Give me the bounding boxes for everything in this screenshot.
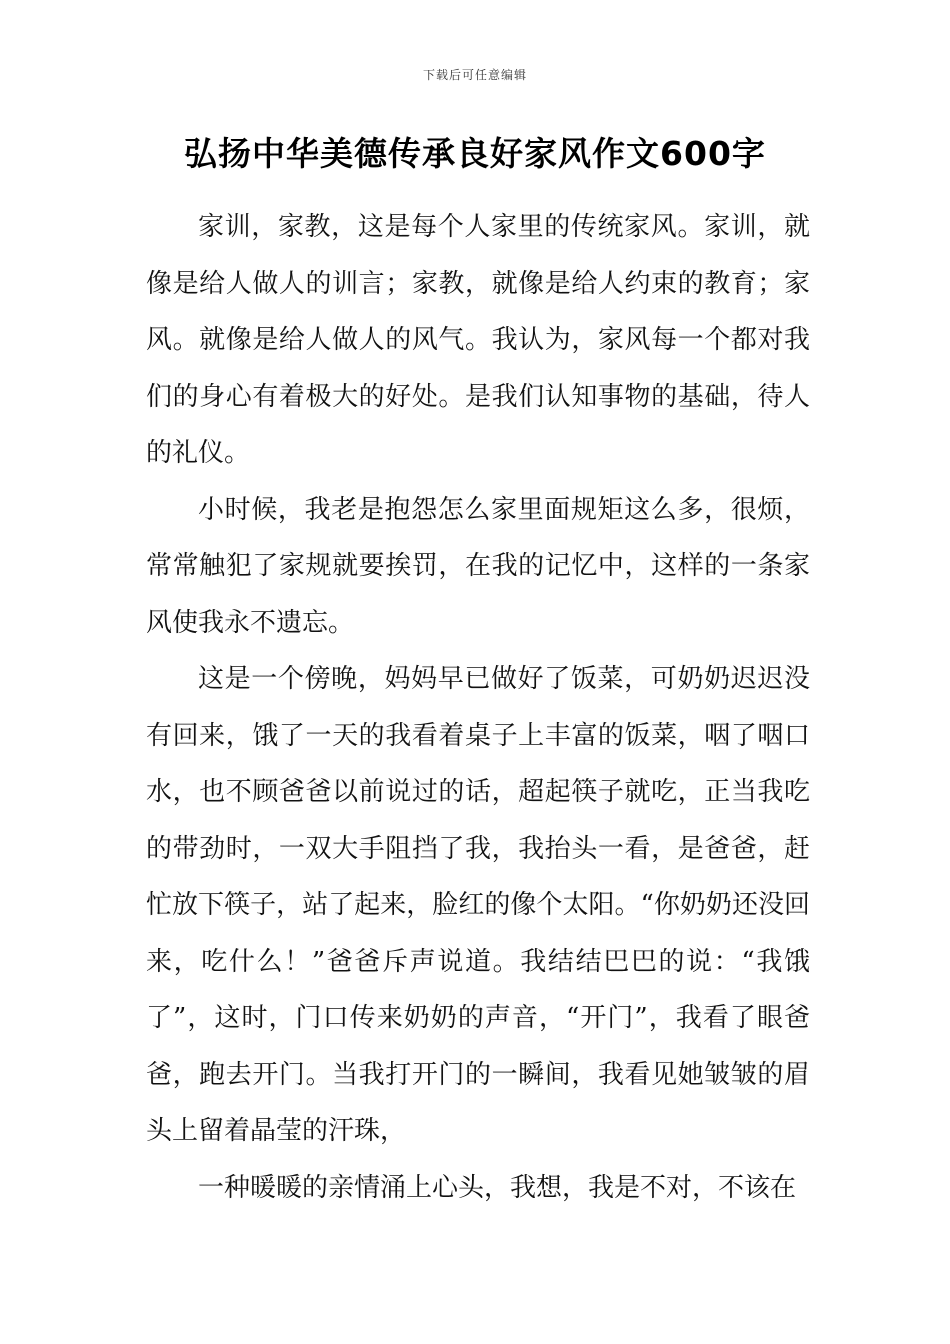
document-body — [146, 199, 810, 1216]
paragraph: 家训，家教，这是每个人家里的传统家风。家训，就像是给人做人的训言；家教，就像是给人约束的教育；家风。就像是给人做人的风气。我认为，家风每一个都对我们的身心有着极大的好处。是我们认知事物的基础，待人的礼仪。 — [146, 212, 810, 468]
header-note: 下载后可任意编辑 — [422, 68, 527, 82]
paragraph: 这是一个傍晚，妈妈早已做好了饭菜，可奶奶迟迟没有回来，饿了一天的我看着桌子上丰富的饭菜，咽了咽口水，也不顾爸爸以前说过的话，超起筷子就吃，正当我吃的带劲时，一双大手阻挡了我，我抬头一看，是爸爸，赶忙放下筷子，站了起来，脸红的像个太阳。“你奶奶还没回来，吃什么！”爸爸斥声说道。我结结巴巴的说：“我饿了”，这时，门口传来奶奶的声音，“开门”，我看了眼爸爸，跑去开门。当我打开门的一瞬间，我看见她皱皱的眉头上留着晶莹的汗珠， — [146, 664, 810, 1146]
paragraph: 一种暖暖的亲情涌上心头，我想，我是不对，不该在 — [198, 1172, 797, 1203]
paragraph: 小时候，我老是抱怨怎么家里面规矩这么多，很烦，常常触犯了家规就要挨罚，在我的记忆中，这样的一条家风使我永不遗忘。 — [146, 494, 810, 638]
document-title: 弘扬中华美德传承良好家风作文600字 — [184, 134, 766, 173]
